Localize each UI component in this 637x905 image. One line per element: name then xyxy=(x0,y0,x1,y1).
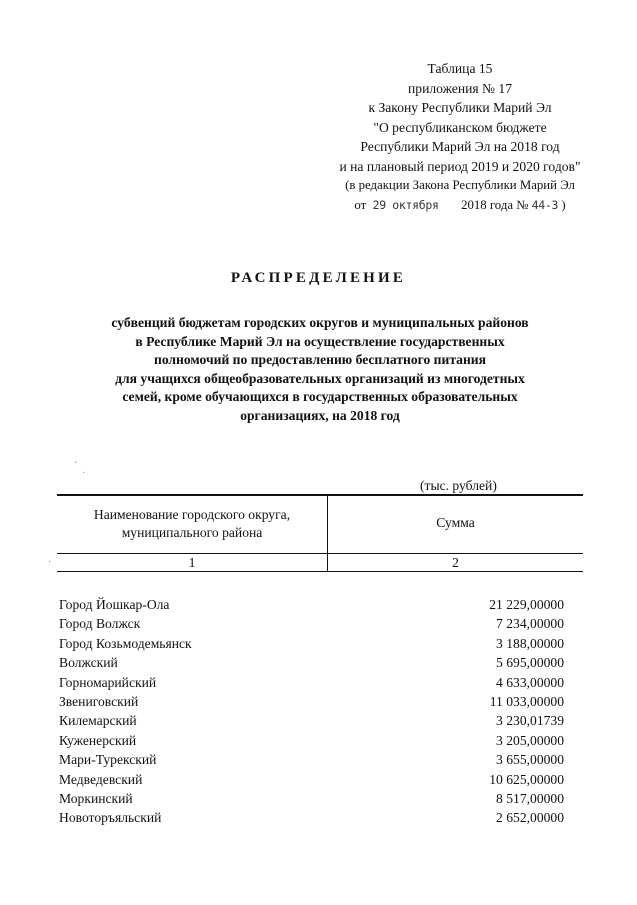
subtitle-line: для учащихся общеобразовательных организаций из многодетных xyxy=(115,370,525,386)
row-name: Город Козьмодемьянск xyxy=(59,635,192,651)
row-name: Куженерский xyxy=(59,732,137,748)
table-number-rule xyxy=(57,571,583,572)
table-row xyxy=(59,694,564,713)
law-reference: к Закону Республики Марий Эл xyxy=(368,100,552,115)
table-body xyxy=(59,597,564,830)
table-row xyxy=(59,616,564,635)
table-row xyxy=(59,733,564,752)
row-amount: 3 655,00000 xyxy=(496,752,564,768)
column-header-name-line2: муниципального района xyxy=(121,525,263,540)
column-header-amount: Сумма xyxy=(436,515,475,530)
row-amount: 10 625,00000 xyxy=(489,771,564,787)
edition-date-prefix: от xyxy=(354,197,367,212)
table-row xyxy=(59,636,564,655)
units-label: (тыс. рублей) xyxy=(420,478,497,493)
table-row xyxy=(59,597,564,616)
row-name: Волжский xyxy=(59,655,118,671)
row-amount: 4 633,00000 xyxy=(496,674,564,690)
scan-speck: · xyxy=(74,458,78,469)
scan-speck: · xyxy=(48,557,52,568)
table-row xyxy=(59,810,564,829)
row-amount: 3 188,00000 xyxy=(496,635,564,651)
law-title-line2: Республики Марий Эл на 2018 год xyxy=(360,139,560,154)
edition-day-stamp: 29 xyxy=(372,197,386,212)
row-name: Моркинский xyxy=(59,790,133,806)
subtitle-line: полномочий по предоставлению бесплатного питания xyxy=(153,352,486,367)
table-row xyxy=(59,752,564,771)
subtitle-line: в Республике Марий Эл на осуществление государственных xyxy=(135,333,505,349)
row-amount: 5 695,00000 xyxy=(496,655,564,671)
table-row xyxy=(59,675,564,694)
row-name: Город Йошкар-Ола xyxy=(59,597,170,612)
row-amount: 11 033,00000 xyxy=(489,693,564,709)
row-amount: 8 517,00000 xyxy=(496,790,564,806)
row-name: Мари-Турекский xyxy=(59,752,157,768)
table-header xyxy=(57,494,583,574)
row-amount: 21 229,00000 xyxy=(489,597,564,612)
document-title: РАСПРЕДЕЛЕНИЕ xyxy=(230,270,407,286)
law-title-line1: "О республиканском бюджете xyxy=(373,119,547,135)
row-amount: 7 234,00000 xyxy=(496,616,564,632)
edition-month-stamp: октября xyxy=(392,197,439,212)
table-top-rule xyxy=(57,494,583,496)
subtitle-line: субвенций бюджетам городских округов и муниципальных районов xyxy=(111,315,529,330)
law-title-line3: и на плановый период 2019 и 2020 годов" xyxy=(339,158,581,174)
row-name: Город Волжск xyxy=(59,616,141,632)
row-amount: 2 652,00000 xyxy=(496,810,564,826)
subtitle-line: организациях, на 2018 год xyxy=(240,407,400,423)
appendix-number: приложения № 17 xyxy=(408,80,512,96)
column-header-name-line1: Наименование городского округа, xyxy=(93,507,291,522)
subtitle-line: семей, кроме обучающихся в государственных образовательных xyxy=(122,389,518,404)
row-name: Звениговский xyxy=(59,693,139,709)
edition-close-paren: ) xyxy=(561,197,566,212)
legal-reference-block xyxy=(300,59,620,215)
column-header-name xyxy=(57,506,327,542)
table-row xyxy=(59,655,564,674)
edition-year: 2018 года № xyxy=(461,197,529,212)
table-row xyxy=(59,772,564,791)
document-subtitle xyxy=(60,314,580,425)
edition-date-line xyxy=(300,196,620,216)
table-number: Таблица 15 xyxy=(427,61,493,76)
edition-note: (в редакции Закона Республики Марий Эл xyxy=(345,178,575,192)
row-amount: 3 230,01739 xyxy=(496,713,564,729)
law-number-stamp: 44-З xyxy=(531,197,559,212)
column-number-2: 2 xyxy=(452,555,459,570)
scan-speck: · xyxy=(82,468,86,479)
row-name: Килемарский xyxy=(59,713,137,729)
table-row xyxy=(59,791,564,810)
row-name: Новоторъяльский xyxy=(59,810,162,826)
row-name: Медведевский xyxy=(59,771,143,787)
column-number-1: 1 xyxy=(188,555,196,570)
table-row xyxy=(59,713,564,732)
row-name: Горномарийский xyxy=(59,674,157,690)
row-amount: 3 205,00000 xyxy=(496,732,564,748)
